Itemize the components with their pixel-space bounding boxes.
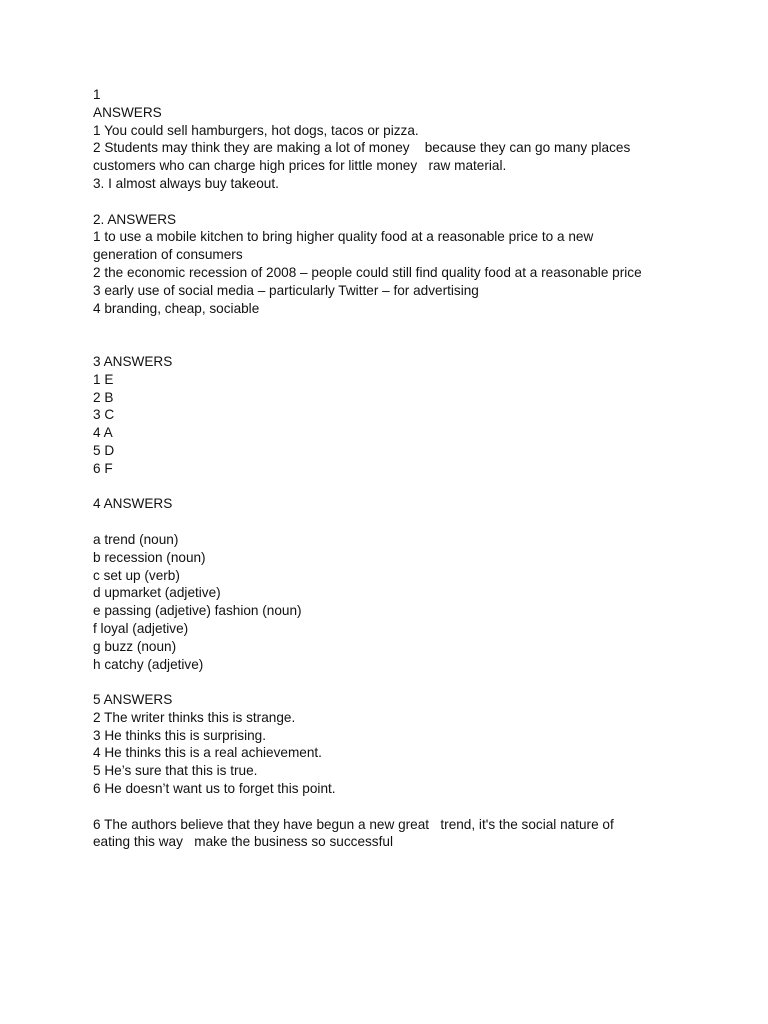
document-page [93,86,733,851]
section-3-line: 3 C [93,407,115,423]
spacer [93,798,733,816]
section-4-line: f loyal (adjetive) [93,620,189,636]
section-4-line: g buzz (noun) [93,638,177,654]
section-3-line: 1 E [93,371,114,387]
section-1-heading: ANSWERS [93,104,162,120]
section-5-heading: 5 ANSWERS [93,692,173,708]
section-3 [93,353,733,478]
section-5-line: 6 He doesn’t want us to forget this point. [93,781,336,797]
section-1-line: 2 Students may think they are making a lot of money because they can go many places [93,140,631,156]
spacer [93,513,733,531]
section-5-line: 3 He thinks this is surprising. [93,727,267,743]
section-5 [93,691,733,798]
section-4-heading: 4 ANSWERS [93,496,173,512]
section-4-line: h catchy (adjetive) [93,656,204,672]
section-3-line: 2 B [93,389,114,405]
section-1-line: 3. I almost always buy takeout. [93,175,279,191]
section-1-line: 1 You could sell hamburgers, hot dogs, tacos or pizza. [93,122,419,138]
section-5-line: 2 The writer thinks this is strange. [93,709,296,725]
section-4-line: e passing (adjetive) fashion (noun) [93,603,302,619]
section-3-line: 6 F [93,460,113,476]
section-3-heading: 3 ANSWERS [93,353,173,369]
section-6-line: eating this way make the business so successful [93,834,393,850]
section-5-line: 4 He thinks this is a real achievement. [93,745,322,761]
section-5-line: 5 He’s sure that this is true. [93,763,258,779]
spacer [93,193,733,211]
section-2-line: generation of consumers [93,247,243,263]
section-3-line: 4 A [93,425,113,441]
section-2-heading: 2. ANSWERS [93,211,177,227]
spacer [93,317,733,353]
section-2-line: 3 early use of social media – particularly Twitter – for advertising [93,282,479,298]
section-4-line: d upmarket (adjetive) [93,585,221,601]
section-4-line: a trend (noun) [93,531,179,547]
section-1 [93,104,733,193]
section-6-line: 6 The authors believe that they have begun a new great trend, it's the social nature of [93,816,614,832]
section-2-line: 4 branding, cheap, sociable [93,300,260,316]
section-2 [93,211,733,318]
section-4-line: b recession (noun) [93,549,206,565]
section-2-line: 2 the economic recession of 2008 – people could still find quality food at a reasonable price [93,264,642,280]
section-4 [93,495,733,673]
section-1-line: customers who can charge high prices for little money raw material. [93,158,507,174]
section-6 [93,816,733,852]
section-2-line: 1 to use a mobile kitchen to bring higher quality food at a reasonable price to a new [93,229,594,245]
spacer [93,478,733,496]
page-number: 1 [93,87,101,102]
spacer [93,673,733,691]
section-4-line: c set up (verb) [93,567,180,583]
section-3-line: 5 D [93,442,115,458]
